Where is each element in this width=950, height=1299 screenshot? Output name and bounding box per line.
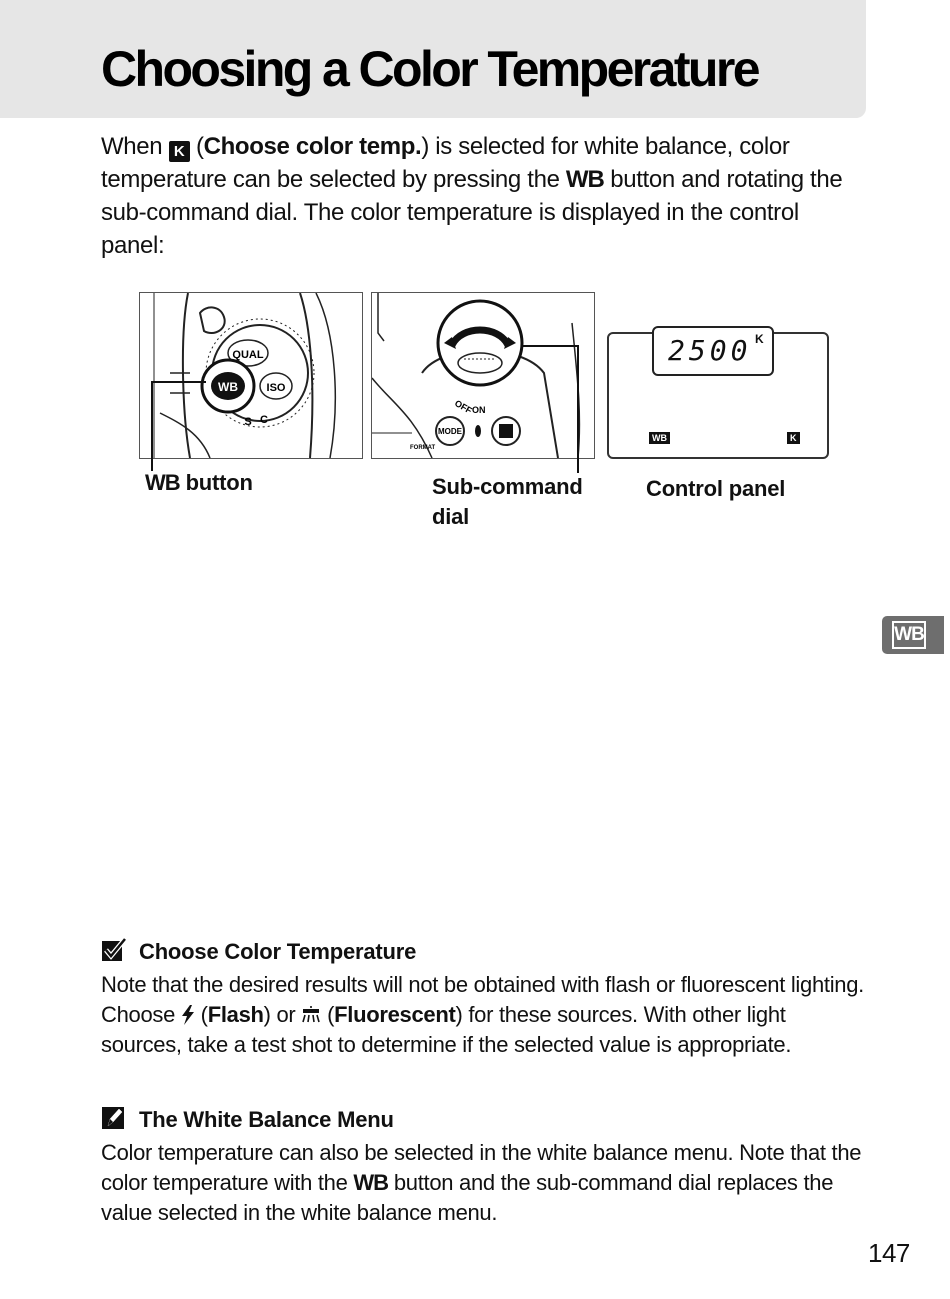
wb-leader-horizontal xyxy=(151,381,206,383)
check-note-title: Choose Color Temperature xyxy=(139,939,417,964)
mode-label: MODE xyxy=(438,427,462,436)
wb-glyph: WB xyxy=(145,470,180,495)
check-note-heading xyxy=(101,938,416,965)
note-text: ( xyxy=(321,1002,335,1027)
wb-section-tab[interactable] xyxy=(882,616,944,654)
pencil-note-icon xyxy=(101,1106,127,1130)
intro-text: When xyxy=(101,133,169,160)
note-text: ) or xyxy=(263,1002,302,1027)
qual-label: QUAL xyxy=(232,349,264,361)
note-text: Color temperature can also be selected in the white balance menu. Note that the color temperature with the xyxy=(101,1140,862,1195)
intro-text: ) is selected for white balance, color temperature can be selected by pressing the xyxy=(101,133,790,193)
page-title: Choosing a Color Temperature xyxy=(101,41,758,97)
wb-button-label: WB xyxy=(218,380,238,394)
fluorescent-label: Fluorescent xyxy=(334,1002,456,1027)
fluorescent-icon xyxy=(301,1005,321,1025)
lcd-display xyxy=(652,326,774,376)
dial-leader-vertical xyxy=(577,345,579,473)
on-label: ON xyxy=(472,405,486,415)
lcd-value: 2500 xyxy=(668,334,752,367)
menu-note-heading xyxy=(101,1106,394,1133)
s-label: S xyxy=(244,416,252,428)
note-text: Note that the desired results will not be obtained with flash or fluorescent lighting. Choose xyxy=(101,972,864,1027)
sub-command-caption: Sub-command dial xyxy=(432,474,583,529)
wb-tab-label: WB xyxy=(892,621,926,649)
wb-button-caption xyxy=(145,468,253,498)
page-number: 147 xyxy=(868,1238,910,1268)
k-indicator: K xyxy=(787,432,800,444)
intro-paragraph xyxy=(101,130,866,262)
iso-label: ISO xyxy=(266,382,286,394)
flash-icon xyxy=(181,1005,195,1025)
menu-note-body xyxy=(101,1138,866,1228)
choose-color-temp-label: Choose color temp. xyxy=(203,133,422,160)
wb-leader-vertical xyxy=(151,381,153,471)
control-panel-caption: Control panel xyxy=(646,476,786,501)
c-label: C xyxy=(260,414,268,426)
format-label: FORMAT xyxy=(410,445,436,451)
check-note-body xyxy=(101,970,866,1060)
wb-indicator: WB xyxy=(649,432,670,444)
off-label: OFF xyxy=(453,398,474,416)
lcd-unit: K xyxy=(755,332,764,346)
control-panel-illustration xyxy=(607,332,829,459)
checkmark-icon xyxy=(101,938,127,962)
wb-glyph: WB xyxy=(565,166,604,193)
intro-text: button and rotating the sub-command dial. The color temperature is displayed in the control panel: xyxy=(101,166,843,259)
menu-note-title: The White Balance Menu xyxy=(139,1107,394,1132)
caption-text: button xyxy=(179,470,253,495)
note-text: button and the sub-command dial replaces the value selected in the white balance menu. xyxy=(101,1170,834,1225)
k-color-temp-icon: K xyxy=(169,141,190,162)
sub-command-dial-illustration xyxy=(371,292,595,459)
intro-text: ( xyxy=(189,133,204,160)
dial-leader-horizontal xyxy=(522,345,578,347)
note-text: ) for these sources. With other light sources, take a test shot to determine if the selected value is appropriate. xyxy=(101,1002,792,1057)
wb-button-illustration xyxy=(139,292,363,459)
flash-label: Flash xyxy=(207,1002,264,1027)
note-text: ( xyxy=(194,1002,208,1027)
wb-glyph: WB xyxy=(353,1170,389,1195)
